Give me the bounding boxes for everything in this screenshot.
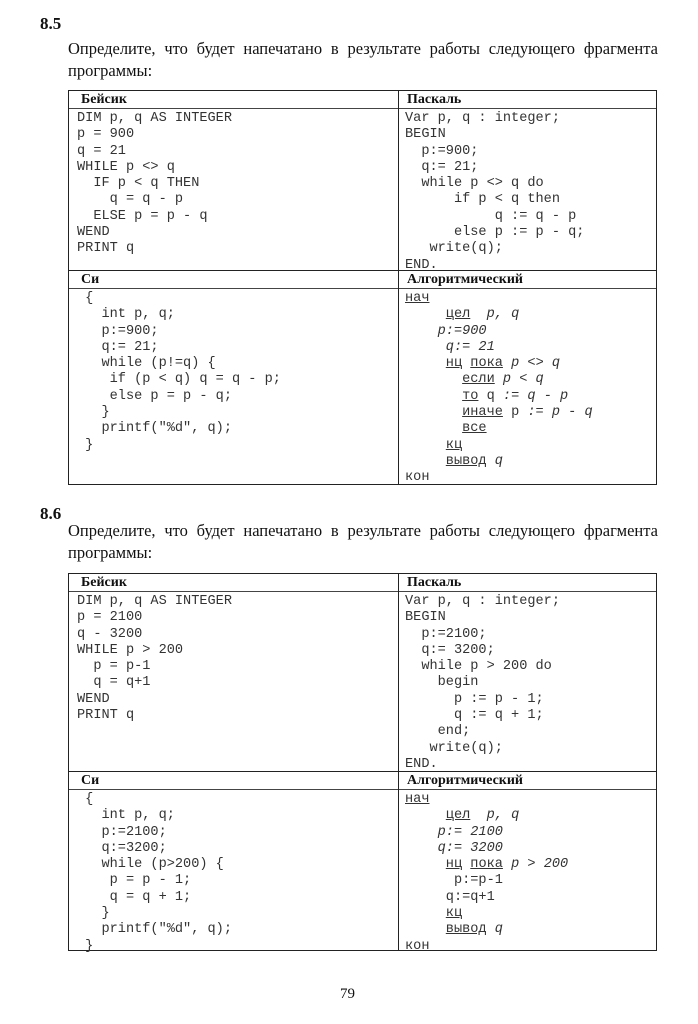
code-line: p = 900: [77, 127, 135, 143]
code-token: кон: [405, 470, 430, 486]
keyword: вывод: [445, 453, 487, 469]
code-token: p, q: [470, 808, 520, 824]
code-line: p = p-1: [77, 659, 151, 675]
c-cell: [69, 772, 399, 954]
code-line: [405, 470, 656, 486]
code-line: else p := p - q;: [405, 225, 585, 241]
code-line: [405, 906, 656, 922]
code-line: [405, 340, 656, 356]
algo-code: [399, 289, 656, 487]
code-line: [405, 405, 656, 421]
pascal-header: Паскаль: [399, 91, 656, 109]
code-token: [405, 389, 462, 404]
code-line: [405, 841, 656, 857]
code-line: p:=900;: [405, 143, 479, 159]
code-line: begin: [405, 675, 479, 691]
algo-header: Алгоритмический: [399, 271, 656, 289]
code-line: [405, 389, 656, 405]
algo-header: Алгоритмический: [399, 772, 656, 790]
code-line: printf("%d", q);: [77, 922, 232, 938]
code-line: [405, 857, 656, 873]
code-line: while p > 200 do: [405, 659, 552, 675]
code-token: [405, 307, 446, 322]
algo-cell: [399, 772, 656, 954]
code-line: while (p!=q) {: [77, 356, 216, 372]
pascal-cell: [399, 574, 656, 771]
code-line: WEND: [77, 225, 110, 241]
code-line: while p <> q do: [405, 176, 544, 192]
code-line: BEGIN: [405, 127, 446, 143]
basic-header: Бейсик: [69, 91, 398, 109]
keyword: цел: [445, 808, 471, 824]
code-line: [405, 324, 656, 340]
pascal-code: [399, 109, 656, 274]
code-line: q := q + 1;: [405, 708, 544, 724]
code-token: p > 200: [502, 857, 569, 873]
code-line: q:= 21;: [405, 159, 479, 175]
code-line: while (p>200) {: [77, 857, 224, 873]
pascal-cell: [399, 91, 656, 273]
code-line: WEND: [77, 691, 110, 707]
code-line: PRINT q: [77, 708, 135, 724]
code-line: p := p - 1;: [405, 691, 544, 707]
code-token: q:=q+1: [405, 889, 495, 905]
task-prompt: Определите, что будет напечатано в результате работы следующего фрагмента программы:: [68, 39, 658, 80]
c-code: [69, 790, 398, 955]
code-line: else p = p - q;: [77, 388, 232, 404]
keyword: цел: [445, 307, 471, 323]
code-line: p:=900;: [77, 323, 159, 339]
code-token: p:=p-1: [405, 873, 503, 889]
code-line: END.: [405, 756, 438, 772]
code-line: p = p - 1;: [77, 873, 192, 889]
code-token: q: [486, 922, 503, 938]
code-line: }: [77, 906, 110, 922]
task-number: 8.6: [40, 504, 62, 523]
code-token: [405, 857, 446, 872]
c-code: [69, 289, 398, 454]
code-token: p: [502, 405, 528, 421]
code-line: [405, 922, 656, 938]
code-token: [405, 340, 446, 355]
code-line: [405, 939, 656, 955]
basic-header: Бейсик: [69, 574, 398, 592]
code-line: [405, 890, 656, 906]
keyword: пока: [470, 356, 503, 372]
code-line: ELSE p = p - q: [77, 208, 208, 224]
code-token: p <> q: [502, 356, 561, 372]
code-line: q := q - p: [405, 208, 577, 224]
code-line: end;: [405, 724, 471, 740]
c-header: Си: [69, 772, 398, 790]
code-token: [405, 808, 446, 823]
code-line: WHILE p <> q: [77, 159, 175, 175]
code-token: [405, 438, 446, 453]
table-row: [69, 574, 656, 771]
code-table: [68, 573, 657, 954]
c-header: Си: [69, 271, 398, 289]
code-token: p, q: [470, 307, 520, 323]
keyword: если: [462, 372, 495, 388]
basic-code: [69, 592, 398, 724]
code-line: q:=3200;: [77, 840, 167, 856]
code-line: [405, 291, 656, 307]
code-line: if (p < q) q = q - p;: [77, 372, 281, 388]
keyword: нц: [445, 356, 463, 372]
code-line: IF p < q THEN: [77, 176, 200, 192]
code-token: [405, 324, 438, 339]
code-line: DIM p, q AS INTEGER: [77, 594, 232, 609]
table-row: [69, 91, 656, 273]
code-line: [405, 454, 656, 470]
code-token: [405, 372, 462, 387]
code-token: [405, 841, 438, 856]
code-line: [405, 808, 656, 824]
code-line: q = q + 1;: [77, 889, 192, 905]
code-line: int p, q;: [77, 307, 175, 323]
code-line: q = 21: [77, 143, 126, 159]
task-prompt: Определите, что будет напечатано в результате работы следующего фрагмента программы:: [68, 521, 658, 562]
code-token: := q - p: [502, 388, 569, 404]
code-token: p:= 2100: [437, 824, 503, 840]
code-line: q = q - p: [77, 192, 184, 208]
code-token: p:=900: [437, 323, 487, 339]
keyword: вывод: [445, 922, 487, 938]
code-token: q: [486, 453, 503, 469]
code-line: Var p, q : integer;: [405, 111, 560, 126]
code-token: кон: [405, 938, 430, 954]
code-line: }: [77, 437, 94, 453]
code-token: [405, 421, 462, 436]
keyword: пока: [470, 857, 503, 873]
code-line: printf("%d", q);: [77, 421, 232, 437]
basic-cell: [69, 574, 399, 771]
keyword: нц: [445, 857, 463, 873]
code-line: [405, 825, 656, 841]
code-token: q: [478, 388, 503, 404]
code-line: write(q);: [405, 740, 503, 756]
code-line: END.: [405, 257, 438, 273]
code-token: q:= 21: [445, 339, 495, 355]
code-line: q - 3200: [77, 626, 143, 642]
code-token: [405, 906, 446, 921]
code-line: [405, 421, 656, 437]
code-line: write(q);: [405, 241, 503, 257]
code-token: [405, 454, 446, 469]
basic-code: [69, 109, 398, 258]
code-line: p:=2100;: [405, 626, 487, 642]
keyword: нач: [405, 291, 430, 306]
keyword: то: [462, 388, 479, 404]
code-line: [405, 356, 656, 372]
page-number: 79: [340, 986, 355, 1002]
pascal-header: Паскаль: [399, 574, 656, 592]
task-number: 8.5: [40, 14, 62, 33]
code-table: [68, 90, 657, 485]
code-line: q:= 3200;: [405, 642, 495, 658]
code-line: q = q+1: [77, 675, 151, 691]
code-line: if p < q then: [405, 192, 560, 208]
code-line: }: [77, 938, 94, 954]
code-line: [405, 307, 656, 323]
code-line: p = 2100: [77, 610, 143, 626]
keyword: иначе: [462, 405, 503, 421]
code-line: p:=2100;: [77, 824, 167, 840]
code-line: BEGIN: [405, 610, 446, 626]
code-line: WHILE p > 200: [77, 642, 184, 658]
algo-code: [399, 790, 656, 955]
code-line: {: [77, 291, 94, 306]
keyword: нач: [405, 792, 430, 807]
c-cell: [69, 271, 399, 484]
code-token: p < q: [494, 372, 544, 388]
code-token: := p - q: [527, 405, 593, 421]
code-line: [405, 792, 656, 808]
code-token: [405, 405, 462, 420]
keyword: все: [462, 421, 487, 437]
code-token: [405, 356, 446, 371]
code-token: q:= 3200: [437, 840, 503, 856]
code-token: [405, 825, 438, 840]
pascal-code: [399, 592, 656, 773]
code-line: Var p, q : integer;: [405, 594, 560, 609]
code-line: DIM p, q AS INTEGER: [77, 111, 232, 126]
code-line: {: [77, 792, 94, 807]
table-row: [69, 771, 656, 954]
table-row: [69, 270, 656, 484]
keyword: кц: [445, 437, 463, 453]
code-line: PRINT q: [77, 241, 135, 257]
code-line: [405, 438, 656, 454]
code-line: [405, 372, 656, 388]
algo-cell: [399, 271, 656, 484]
code-line: q:= 21;: [77, 339, 159, 355]
keyword: кц: [445, 906, 463, 922]
code-line: [405, 873, 656, 889]
code-token: [405, 922, 446, 937]
basic-cell: [69, 91, 399, 270]
code-line: int p, q;: [77, 808, 175, 824]
code-line: }: [77, 405, 110, 421]
